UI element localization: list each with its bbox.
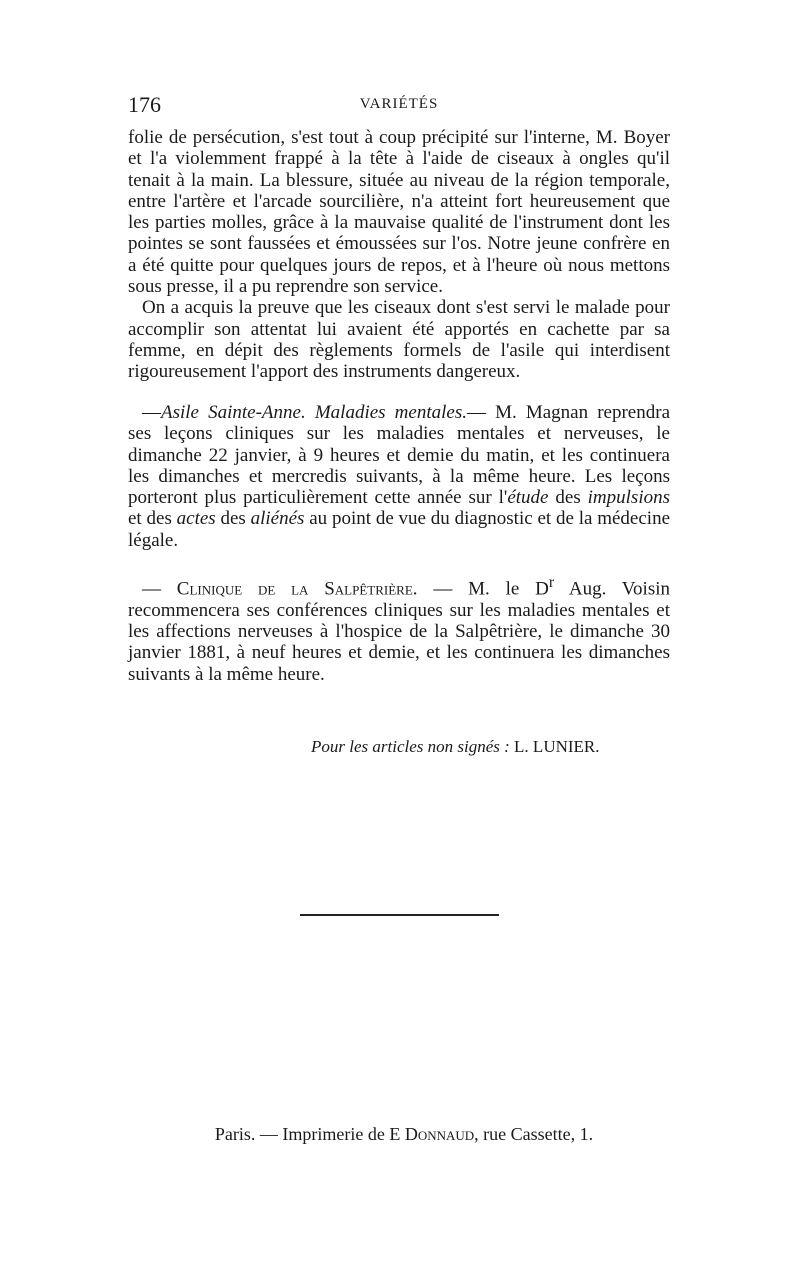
signature-name: L. LUNIER. (514, 737, 600, 756)
text-run: Aug. Voisin recommencera ses conférences cliniques sur les maladies mentales et les affections nerveuses à l'hospice de la Salpêtrière, le dimanche 30 janvier 1881, à neuf heures et demie, et les continuera les dimanches suivants à la même heure. (128, 578, 670, 685)
emphasis: impulsions (587, 487, 671, 509)
dash: — (142, 402, 161, 423)
emphasis: actes (176, 508, 216, 530)
paragraph (128, 402, 670, 551)
paragraph: On a acquis la preuve que les ciseaux dont s'est servi le malade pour accomplir son attentat lui avaient été apportés en cachette par sa femme, en dépit des règlements formels de l'asile qui interdisent rigoureusement l'apport des instruments dangereux. (128, 297, 670, 383)
signature-label: Pour les articles non signés : (311, 737, 510, 756)
page-header (128, 92, 670, 118)
text-run: et des (128, 508, 177, 530)
footer-sep: — (255, 1124, 283, 1144)
text-run: au point de vue du diagnostic et de la médecine légale. (128, 508, 670, 551)
superscript: r (548, 574, 555, 591)
printer-footer (0, 1124, 800, 1145)
text-run: — M. le D (417, 578, 549, 600)
subject-title: Maladies mentales. (314, 402, 467, 423)
paragraph (128, 572, 670, 685)
separator-rule (300, 914, 499, 916)
notice-salpetriere (128, 572, 670, 685)
text-run: — M. Magnan reprendra ses leçons cliniques sur les maladies mentales et nerveuses, le dimanche 22 janvier, à 9 heures et demie du matin, et les continuera les dimanches et mercredis suivants, à la même heure. Les leçons porteront plus particulièrement cette année sur l' (128, 402, 670, 509)
emphasis: aliénés (250, 508, 305, 530)
text-run: des (215, 508, 251, 530)
text-run: des (548, 487, 588, 509)
footer-address: , rue Cassette, 1. (474, 1124, 594, 1144)
footer-printer: Imprimerie de E (282, 1124, 405, 1144)
article-continuation (128, 127, 670, 383)
emphasis: étude (507, 487, 549, 509)
page-number: 176 (128, 92, 161, 117)
footer-city: Paris. (214, 1124, 256, 1144)
notice-sainte-anne (128, 402, 670, 551)
dash: — (142, 578, 177, 600)
paragraph: folie de persécution, s'est tout à coup précipité sur l'interne, M. Boyer et l'a violemment frappé à la tête à l'aide de ciseaux à ongles qu'il tenait à la main. La blessure, située au niveau de la région temporale, entre l'artère et l'arcade sourcilière, n'a atteint fort heureusement que les parties molles, grâce à la mauvaise qualité de l'instrument dont les pointes se sont faussées et émoussées sur l'os. Notre jeune confrère en a été quitte pour quelques jours de repos, et à l'heure où nous mettons sous presse, il a pu reprendre son service. (128, 127, 670, 298)
place-name: Asile Sainte-Anne. (161, 402, 306, 423)
running-title: VARIÉTÉS (359, 96, 439, 112)
footer-printer-name: Donnaud (404, 1124, 475, 1144)
section-heading: Clinique de la Salpêtrière. (176, 578, 418, 600)
